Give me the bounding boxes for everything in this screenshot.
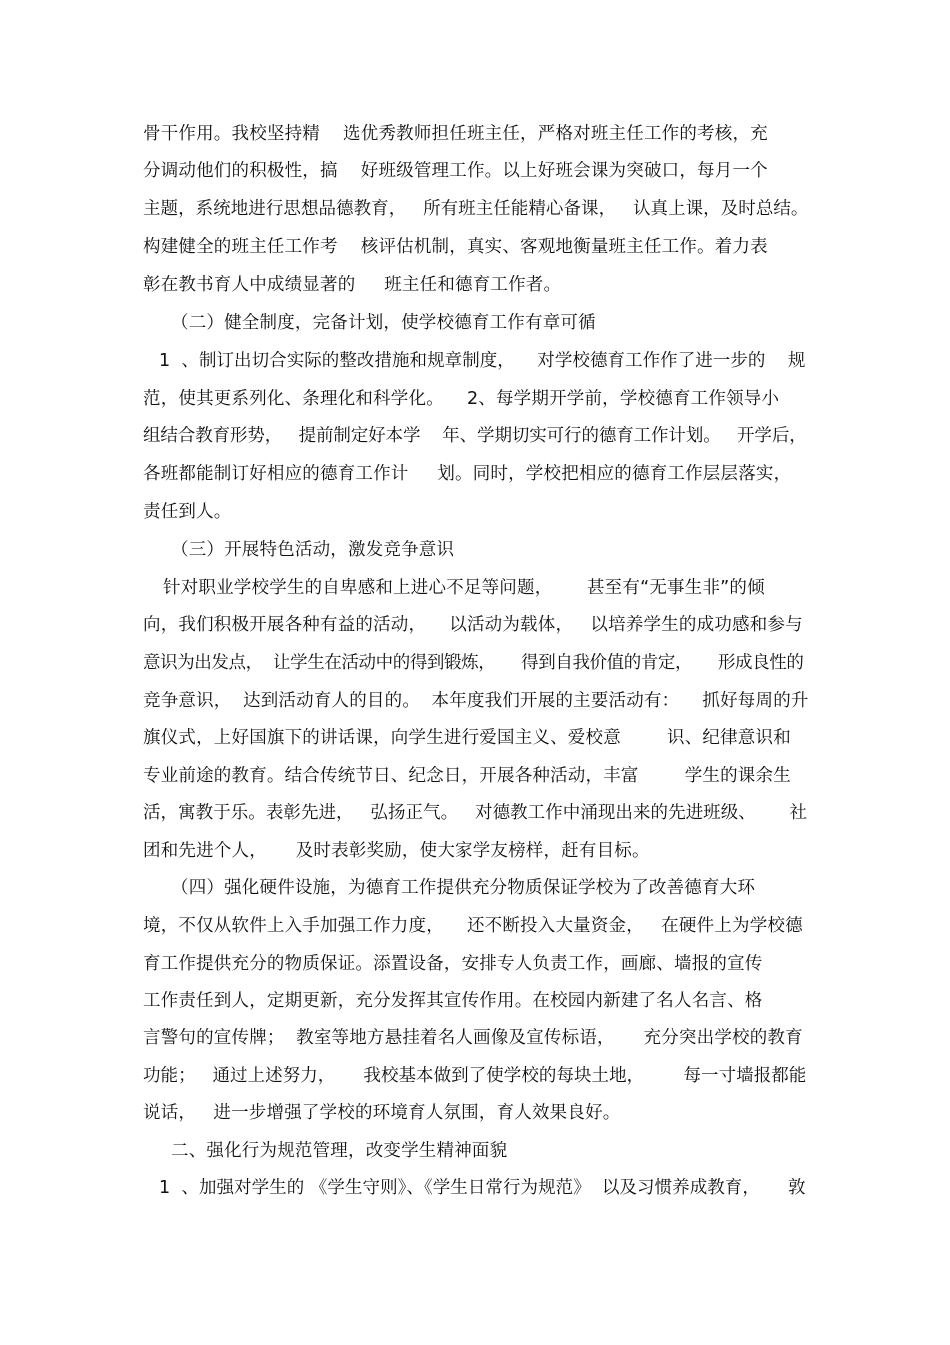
body-text-line: 构建健全的班主任工作考 核评估机制，真实、客观地衡量班主任工作。着力表 (143, 237, 768, 257)
body-text-line: 竞争意识， 达到活动育人的目的。 本年度我们开展的主要活动有： 抓好每周的升 (143, 691, 809, 711)
body-text-line: 言警句的宣传牌； 教室等地方悬挂着名人画像及宣传标语， 充分突出学校的教育 (143, 1028, 803, 1048)
body-text-line: 旗仪式，上好国旗下的讲话课，向学生进行爱国主义、爱校意 识、纪律意识和 (143, 728, 791, 748)
body-text-line: 工作责任到人，定期更新，充分发挥其宣传作用。在校园内新建了名人名言、格 (143, 991, 763, 1011)
body-text-line: 组结合教育形势， 提前制定好本学 年、学期切实可行的德育工作计划。 开学后， (143, 426, 807, 446)
body-text-line: 骨干作用。我校坚持精 选优秀教师担任班主任，严格对班主任工作的考核，充 (143, 124, 768, 144)
section-heading: （三）开展特色活动，激发竞争意识 (171, 540, 455, 560)
body-text-line: 活，寓教于乐。表彰先进， 弘扬正气。 对德教工作中涌现出来的先进班级、 社 (143, 803, 808, 823)
section-heading: 二、强化行为规范管理，改变学生精神面貌 (171, 1141, 508, 1161)
section-heading: （二）健全制度，完备计划，使学校德育工作有章可循 (171, 313, 596, 333)
body-text-line: 各班都能制订好相应的德育工作计 划。同时，学校把相应的德育工作层层落实， (143, 464, 792, 484)
body-text-line: 责任到人。 (143, 502, 232, 522)
body-text-line: 分调动他们的积极性，搞 好班级管理工作。以上好班会课为突破口，每月一个 (143, 161, 768, 181)
body-text-line: 功能； 通过上述努力， 我校基本做到了使学校的每块土地， 每一寸墙报都能 (143, 1066, 807, 1086)
body-text-line: 1 、制订出切合实际的整改措施和规章制度， 对学校德育工作作了进一步的 规 (159, 351, 806, 371)
body-text-line: 彰在教书育人中成绩显著的 班主任和德育工作者。 (143, 275, 562, 295)
section-heading: （四）强化硬件设施，为德育工作提供充分物质保证学校为了改善德育大环 (171, 878, 756, 898)
body-text-line: 专业前途的教育。结合传统节日、纪念日，开展各种活动，丰富 学生的课余生 (143, 766, 791, 786)
body-text-line: 1 、加强对学生的 《学生守则》、《学生日常行为规范》 以及习惯养成教育， 敦 (159, 1178, 806, 1198)
body-text-line: 境，不仅从软件上入手加强工作力度， 还不断投入大量资金， 在硬件上为学校德 (143, 916, 803, 936)
body-text-line: 针对职业学校学生的自卑感和上进心不足等问题， 甚至有“无事生非”的倾 (163, 578, 765, 598)
body-text-line: 意识为出发点， 让学生在活动中的得到锻炼， 得到自我价值的肯定， 形成良性的 (143, 653, 804, 673)
body-text-line: 说话， 进一步增强了学校的环境育人氛围，育人效果良好。 (143, 1103, 621, 1123)
body-text-line: 团和先进个人， 及时表彰奖励，使大家学友榜样，赶有目标。 (143, 841, 650, 861)
body-text-line: 主题，系统地进行思想品德教育， 所有班主任能精心备课， 认真上课，及时总结。 (143, 199, 809, 219)
body-text-line: 向，我们积极开展各种有益的活动， 以活动为载体， 以培养学生的成功感和参与 (143, 615, 803, 635)
body-text-line: 育工作提供充分的物质保证。添置设备，安排专人负责工作，画廊、墙报的宣传 (143, 954, 763, 974)
body-text-line: 范，使其更系列化、条理化和科学化。 2、每学期开学前，学校德育工作领导小 (143, 389, 780, 409)
